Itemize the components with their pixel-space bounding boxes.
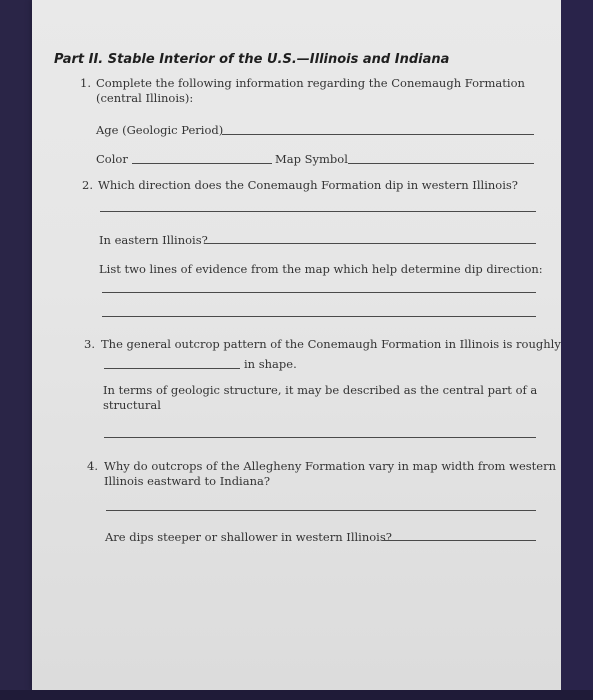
q1-number: 1. [80, 76, 91, 90]
q4-text-line2: Illinois eastward to Indiana? [104, 474, 271, 488]
q3-shape-answer-line[interactable] [104, 368, 240, 369]
q4-number: 4. [87, 459, 98, 473]
background-edge-bottom [0, 690, 593, 700]
q4-answer-line[interactable] [106, 510, 536, 511]
q4-dips-answer-line[interactable] [382, 540, 536, 541]
q2-evidence-line-2[interactable] [102, 316, 536, 317]
q2-evidence-label: List two lines of evidence from the map which help determine dip direction: [99, 262, 543, 276]
q1-text-line2: (central Illinois): [96, 91, 194, 105]
q1-color-answer-line[interactable] [132, 163, 272, 164]
q1-color-label: Color [96, 152, 128, 166]
q1-age-label: Age (Geologic Period) [96, 123, 224, 137]
q4-text-line1: Why do outcrops of the Allegheny Formation vary in map width from western [104, 459, 556, 473]
q1-map-symbol-answer-line[interactable] [348, 163, 534, 164]
q1-age-answer-line[interactable] [222, 134, 534, 135]
q3-structure-answer-line[interactable] [104, 437, 536, 438]
q2-eastern-answer-line[interactable] [204, 243, 536, 244]
q3-shape-suffix: in shape. [244, 357, 297, 371]
q3-text: The general outcrop pattern of the Conemaugh Formation in Illinois is roughly [101, 337, 561, 351]
q3-structure-line1: In terms of geologic structure, it may be described as the central part of a [103, 383, 538, 397]
part-heading: Part II. Stable Interior of the U.S.—Illinois and Indiana [54, 52, 450, 67]
q3-number: 3. [84, 337, 95, 351]
q4-dips-label: Are dips steeper or shallower in western Illinois? [105, 530, 392, 544]
q1-text-line1: Complete the following information regarding the Conemaugh Formation [96, 76, 525, 90]
q3-structure-line2: structural [103, 398, 161, 412]
q2-text: Which direction does the Conemaugh Formation dip in western Illinois? [98, 178, 518, 192]
q2-number: 2. [82, 178, 93, 192]
q2-eastern-label: In eastern Illinois? [99, 233, 208, 247]
worksheet-page [32, 0, 561, 690]
q2-answer-line[interactable] [100, 211, 536, 212]
q2-evidence-line-1[interactable] [102, 292, 536, 293]
q1-map-symbol-label: Map Symbol [275, 152, 348, 166]
background-edge-right [561, 0, 593, 700]
